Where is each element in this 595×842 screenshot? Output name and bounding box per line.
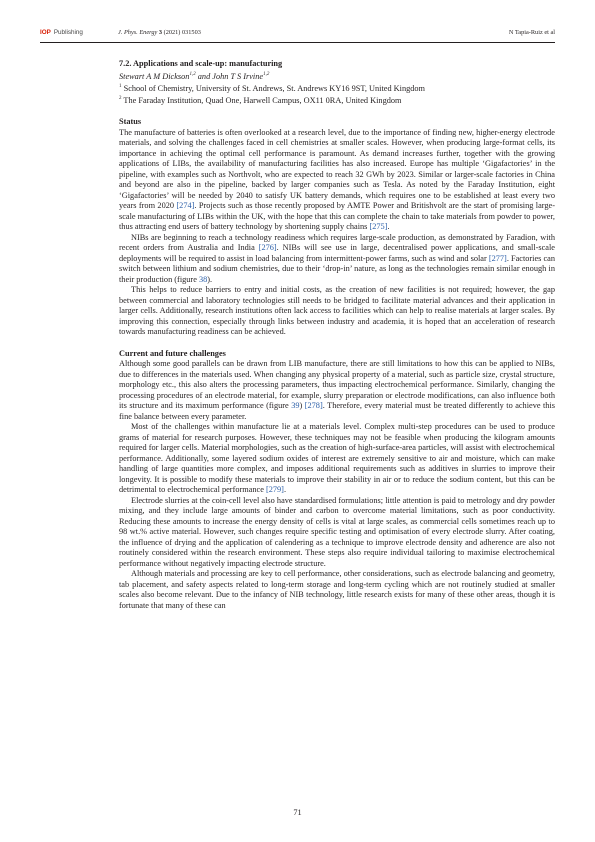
reference-link[interactable]: [274] <box>176 201 195 211</box>
article-body <box>119 59 555 611</box>
author-a: Stewart A M Dickson <box>119 71 190 81</box>
page-number: 71 <box>293 808 302 817</box>
journal-reference <box>118 29 201 36</box>
figure-link[interactable]: 38 <box>198 274 208 284</box>
journal-name: J. Phys. Energy <box>118 29 158 36</box>
logo-publishing: Publishing <box>53 29 83 36</box>
challenges-heading: Current and future challenges <box>119 348 226 358</box>
challenges-paragraph-4: Although materials and processing are key to cell performance, other considerations, such as electrode balancing and geometry, tab placement, and safety aspects related to long-term storage and long-term cycling which are not routinely studied at smaller scales also become relevant. Due to the infancy of NIB technology, little research exists for many of these other areas, though it is fortunate that many of these can <box>119 569 555 610</box>
journal-volume: 3 <box>158 29 163 36</box>
author-a-sup: 1,2 <box>189 71 196 77</box>
challenges-paragraph-2: Most of the challenges within manufacture lie at a materials level. Complex multi-step procedures can be used to produce grams of material for research purposes. However, these techniques may not be feasible when producing the kilogram amounts required for larger cells. Material morphologies, such as the creation of high-surface-area particles, will assist with electrochemical performance. Additionally, some layered sodium oxides of interest are extremely sensitive to air and moisture, which can make handling of large quantities more complex, and imposes additional requirements such as additives in slurries to improve their longevity. It is possible to modify these materials to improve their stability in air or to reduce the sodium content, but this can be detrimental to electrochemical performance [279]. <box>119 422 555 495</box>
byline <box>119 70 555 82</box>
running-authors: N Tapia-Ruiz et al <box>508 29 555 36</box>
reference-link[interactable]: [278] <box>304 401 323 411</box>
author-b-sup: 1,2 <box>263 71 270 77</box>
byline-and: and <box>195 71 213 81</box>
challenges-paragraph-1: Although some good parallels can be drawn from LIB manufacture, there are still limitations to how this can be applied to NIBs, due to differences in the materials used. When changing any physical property of a material, such as particle size, crystal structure, morphology etc., this also alters the processing parameters, thus impacting electrochemical performance. Similarly, changing the processing procedures of an electrode material, for example, slurry preparation or electrode modifications, can also influence both its structure and its maximum performance (figure 39) [278]. Therefore, every material must be treated differently to achieve this fine balance between every parameter. <box>119 359 555 421</box>
header-rule <box>40 42 555 43</box>
logo-iop: IOP <box>40 29 51 36</box>
status-heading: Status <box>119 117 142 127</box>
reference-link[interactable]: [275] <box>369 222 388 232</box>
figure-link[interactable]: 39 <box>291 401 300 411</box>
page-header <box>40 29 555 41</box>
status-paragraph-2: NIBs are beginning to reach a technology readiness which requires large-scale production, as demonstrated by Faradion, with recent orders from Australia and India [276]. NIBs will see use in large, decentralised power applications, and small-scale deployments will be required to assist in load balancing from intermittent-power farms, such as wind and solar [277]. Factories can switch between lithium and sodium chemistries, due to their ‘drop-in’ nature, as long as the technologies remain similar enough in their production (figure 38). <box>119 232 555 284</box>
reference-link[interactable]: [277] <box>488 253 507 263</box>
affiliation-1: $^1$ School of Chemistry, University of St. Andrews, St. Andrews KY16 9ST, United Kingdom <box>119 83 426 93</box>
reference-link[interactable]: [279] <box>265 485 284 495</box>
status-paragraph-3: This helps to reduce barriers to entry and initial costs, as the creation of new facilities is not required; however, the gap between commercial and laboratory technologies still needs to be bridged to facilitate material advances and their application in larger cells. Additionally, research institutions often lack access to facilities which can help to realise materials at larger scales. By improving this connection, especially through links between industry and academia, it is hoped that an acceleration of research towards manufacturing readiness can be achieved. <box>119 285 555 337</box>
reference-link[interactable]: [276] <box>258 243 277 253</box>
journal-ref: (2021) 031503 <box>163 29 201 36</box>
publisher-logo <box>40 29 83 36</box>
author-b: John T S Irvine <box>212 71 264 81</box>
challenges-paragraph-3: Electrode slurries at the coin-cell level also have standardised formulations; little attention is paid to metrology and dry powder mixing, and they include large amounts of binder and carbon to overcome material limitations, such as poor conductivity. Reducing these amounts to increase the energy density of cells is vital at large scales, as commercial cells sometimes reach up to 98 wt.% active material. However, such changes require specific testing and optimisation of every electrode slurry. After coating, the influence of drying and the application of calendering as a technique to improve electrode density and adherence are also not routinely considered within the research environment. These steps also require individual tailoring to maximise electrochemical performance without negatively impacting electrode structure. <box>119 495 555 568</box>
section-title: 7.2. Applications and scale-up: manufacturing <box>119 59 283 68</box>
status-paragraph-1: The manufacture of batteries is often overlooked at a research level, due to the importance of finding new, higher-energy electrode materials, and solving the challenges faced in cell chemistries at smaller scales. However, when producing large-format cells, its importance in achieving the optimal cell performance is paramount. As demand increases further, together with the growing applications of LIBs, the availability of manufacturing facilities has also increased. Europe has multiple ‘Gigafactories’ in the pipeline, with examples such as Northvolt, who are expected to reach 32 GWh by 2023. Similar or larger-scale factories in China and beyond are also in the pipeline, backed by larger companies such as Tesla. As noted by the Faraday Institution, eight ‘Gigafactories’ will be needed by 2040 to satisfy UK battery demands, which requires one to be established at least every two years from 2020 [274]. Projects such as those recently proposed by AMTE Power and Britishvolt are the start of promising large-scale manufacturing of LIBs within the UK, with the hope that this can complete the chain to take materials from powder to power, thus attracting end users of battery technology by shortening supply chains [275]. <box>119 127 555 232</box>
affiliation-2: $^2$ The Faraday Institution, Quad One, Harwell Campus, OX11 0RA, United Kingdom <box>119 95 402 105</box>
